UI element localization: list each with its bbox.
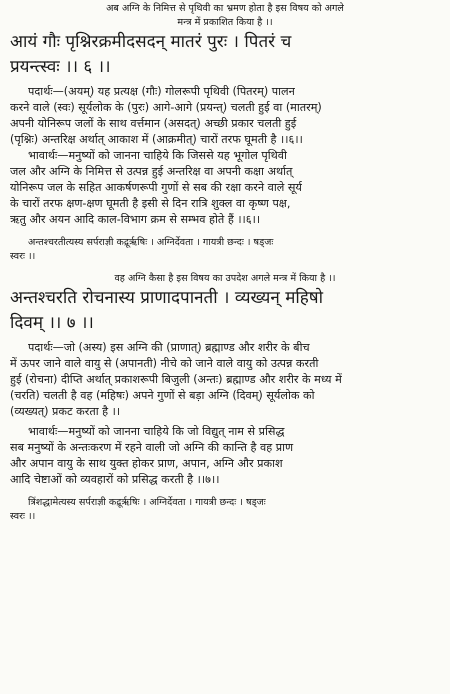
bhavartha-line: ऋतु और अयन आदि काल-विभाग क्रम से सम्भव होते हैं ।।६।। (10, 213, 261, 226)
padartha-line: (व्यख्यत्) प्रकट करता है ।। (10, 405, 121, 418)
padartha-line: करने वाले (स्वः) सूर्यलोक के (पुरः) आगे-आगे (प्रयन्त्) चलती हुई वा (मातरम्) (10, 101, 322, 114)
bhavartha-line: भावार्थः—मनुष्यों को जानना चाहिये कि जिससे यह भूगोल पृथिवी (28, 149, 287, 162)
rishi-devata-line: त्रिंशद्धामेत्यस्य सर्पराज्ञी कद्रूर्ऋषिः । अग्निर्देवता । गायत्री छन्दः । षड्जः (28, 497, 266, 508)
bhavartha-line: योनिरूप जल के सहित आकर्षणरूपी गुणों से सब की रक्षा करने वाले सूर्य (10, 181, 302, 194)
padartha-line: अपनी योनिरूप जलों के साथ वर्त्तमान (असदत्) अच्छी प्रकार चलती हुई (10, 117, 297, 130)
intro-line: वह अग्नि कैसा है इस विषय का उपदेश अगले मन्त्र में किया है ।। (114, 273, 336, 284)
padartha-line: पदार्थः—जो (अस्य) इस अग्नि की (प्राणात्) ब्रह्माण्ड और शरीर के बीच (28, 341, 310, 354)
mantra-7-line: दिवम् ।। ७ ।। (10, 313, 94, 333)
padartha-line: में ऊपर जाने वाले वायु से (अपानती) नीचे को जाने वाले वायु को उत्पन्न करती (10, 357, 319, 370)
padartha-line: (चरति) चलती है वह (महिषः) अपने गुणों से बड़ा अग्नि (दिवम्) सूर्यलोक को (10, 389, 315, 402)
mantra-7-line: अन्तश्चरति रोचनास्य प्राणादपानती । व्यख्यन् महिषो (10, 288, 324, 308)
mantra-6-line: प्रयन्त्स्वः ।। ६ ।। (10, 57, 111, 77)
mantra-6-line: आयं गौः पृश्निरक्रमीदसदन् मातरं पुरः । पितरं च (10, 32, 292, 52)
bhavartha-line: भावार्थः—मनुष्यों को जानना चाहिये कि जो विद्युत् नाम से प्रसिद्ध (28, 425, 285, 438)
bhavartha-line: के चारों तरफ क्षण-क्षण घूमती है इसी से दिन रात्रि शुक्ल वा कृष्ण पक्ष, (10, 197, 291, 210)
padartha-line: (पृश्निः) अन्तरिक्ष अर्थात् आकाश में (आक्रमीत्) चारों तरफ घूमती है ।।६।। (10, 133, 303, 146)
intro-line: अब अग्नि के निमित्त से पृथिवी का भ्रमण होता है इस विषय को अगले (106, 3, 344, 14)
padartha-line: पदार्थः—(अयम्) यह प्रत्यक्ष (गौः) गोलरूपी पृथिवी (पितरम्) पालन (28, 85, 295, 98)
intro-line: मन्त्र में प्रकाशित किया है ।। (177, 17, 273, 28)
bhavartha-line: जल और अग्नि के निमित्त से उत्पन्न हुई अन्तरिक्ष वा अपनी कक्षा अर्थात् (10, 165, 293, 178)
padartha-line: हुई (रोचना) दीप्ति अर्थात् प्रकाशरूपी बिजुली (अन्तः) ब्रह्माण्ड और शरीर के मध्य में (10, 373, 342, 386)
bhavartha-line: और अपान वायु के साथ युक्त होकर प्राण, अपान, अग्नि और प्रकाश (10, 457, 283, 470)
rishi-devata-line: स्वरः ।। (10, 251, 36, 262)
rishi-devata-line: अन्तश्चरतीत्यस्य सर्पराज्ञी कद्रूर्ऋषिः । अग्निर्देवता । गायत्री छन्दः । षड्जः (28, 237, 274, 248)
bhavartha-line: आदि चेष्टाओं को व्यवहारों को प्रसिद्ध करती है ।।७।। (10, 473, 220, 486)
bhavartha-line: सब मनुष्यों के अन्तःकरण में रहने वाली जो अग्नि की कान्ति है वह प्राण (10, 441, 294, 454)
rishi-devata-line: स्वरः ।। (10, 511, 36, 522)
